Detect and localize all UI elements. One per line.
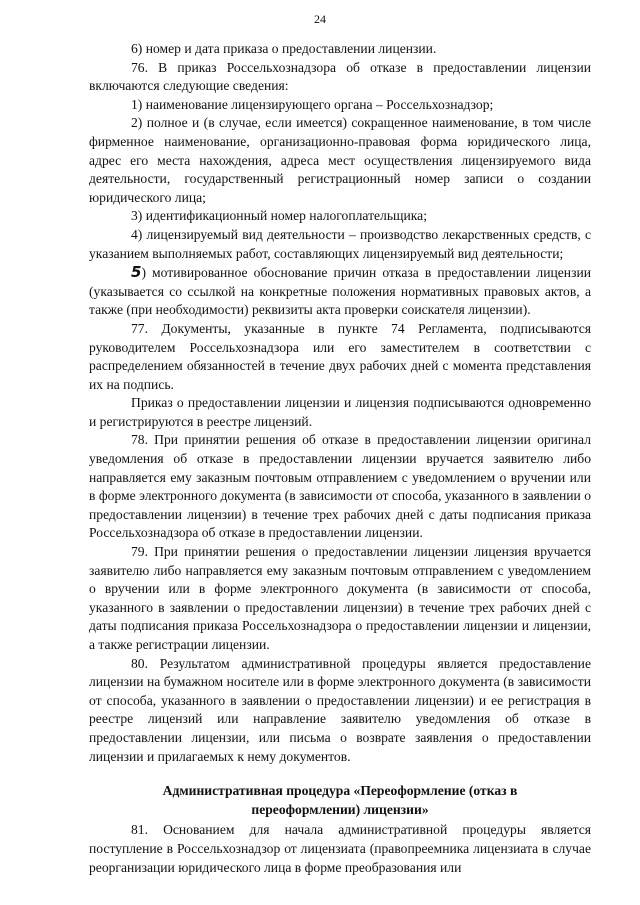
paragraph-81: 81. Основанием для начала административной процедуры является поступление в Россельхознадзор от лицензиата (правопреемника лицензиата в случае реорганизации юридического лица в форме преобразования или — [89, 822, 591, 875]
paragraph-76: 76. В приказ Россельхознадзора об отказе в предоставлении лицензии включаются следующие сведения: — [89, 59, 591, 94]
paragraph-78: 78. При принятии решения об отказе в предоставлении лицензии оригинал уведомления об отказе в предоставлении лицензии вручается заявителю либо направляется ему заказным почтовым отправлением с уведомлением о вручении или в форме электронного документа (в зависимости от способа, указанного в заявлении о предоставлении лицензии) в течение трех рабочих дней с даты подписания приказа Россельхознадзора об отказе в предоставлении лицензии. — [89, 432, 591, 541]
paragraph-item-1: 1) наименование лицензирующего органа – Россельхознадзор; — [131, 96, 494, 112]
paragraph-order-signing: Приказ о предоставлении лицензии и лицензия подписываются одновременно и регистрируются в реестре лицензий. — [89, 395, 591, 429]
paragraph-item-5-text: ) мотивированное обоснование причин отказа в предоставлении лицензии (указывается со ссылкой на конкретные положения нормативных правовых актов, а также (при необходимости) реквизиты акта проверки соискателя лицензии). — [89, 265, 591, 318]
page-number: 24 — [314, 12, 326, 26]
paragraph-item-5 — [89, 263, 591, 320]
paragraph-77: 77. Документы, указанные в пункте 74 Регламента, подписываются руководителем Россельхознадзора или его заместителем в соответствии с распределением обязанностей в течение двух рабочих дней с момента представления их на подпись. — [89, 320, 591, 392]
paragraph-79: 79. При принятии решения о предоставлении лицензии лицензия вручается заявителю либо направляется ему заказным почтовым отправлением с уведомлением о вручении или в форме электронного документа (в зависимости от способа, указанного в заявлении о предоставлении лицензии) в течение трех рабочих дней с даты подписания приказа Россельхознадзора о предоставлении лицензии и лицензии, а также регистрации лицензии. — [89, 544, 591, 652]
paragraph-item-4: 4) лицензируемый вид деятельности – производство лекарственных средств, с указанием выполняемых работ, составляющих лицензируемый вид деятельности; — [89, 226, 591, 261]
section-heading: Административная процедура «Переоформление (отказ в переоформлении) лицензии» — [162, 783, 518, 817]
paragraph-item-2: 2) полное и (в случае, если имеется) сокращенное наименование, в том числе фирменное наименование, организационно-правовая форма юридического лица, адрес его места нахождения, адреса мест осуществления лицензируемого вида деятельности, государственный регистрационный номер записи о создании юридического лица; — [89, 115, 591, 205]
document-body — [89, 40, 591, 877]
handwritten-number-mark: 5 — [131, 263, 142, 282]
paragraph-80: 80. Результатом административной процедуры является предоставление лицензии на бумажном носителе или в форме электронного документа (в зависимости от способа, указанного в заявлении о предоставлении лицензии) и ее регистрация в реестре лицензий или направление заявителю уведомления об отказе в предоставлении лицензии, или письма о возврате заявления о предоставлении лицензии и прилагаемых к нему документов. — [89, 655, 591, 764]
paragraph-item-6: 6) номер и дата приказа о предоставлении лицензии. — [131, 41, 437, 56]
paragraph-item-3: 3) идентификационный номер налогоплательщика; — [131, 208, 427, 224]
